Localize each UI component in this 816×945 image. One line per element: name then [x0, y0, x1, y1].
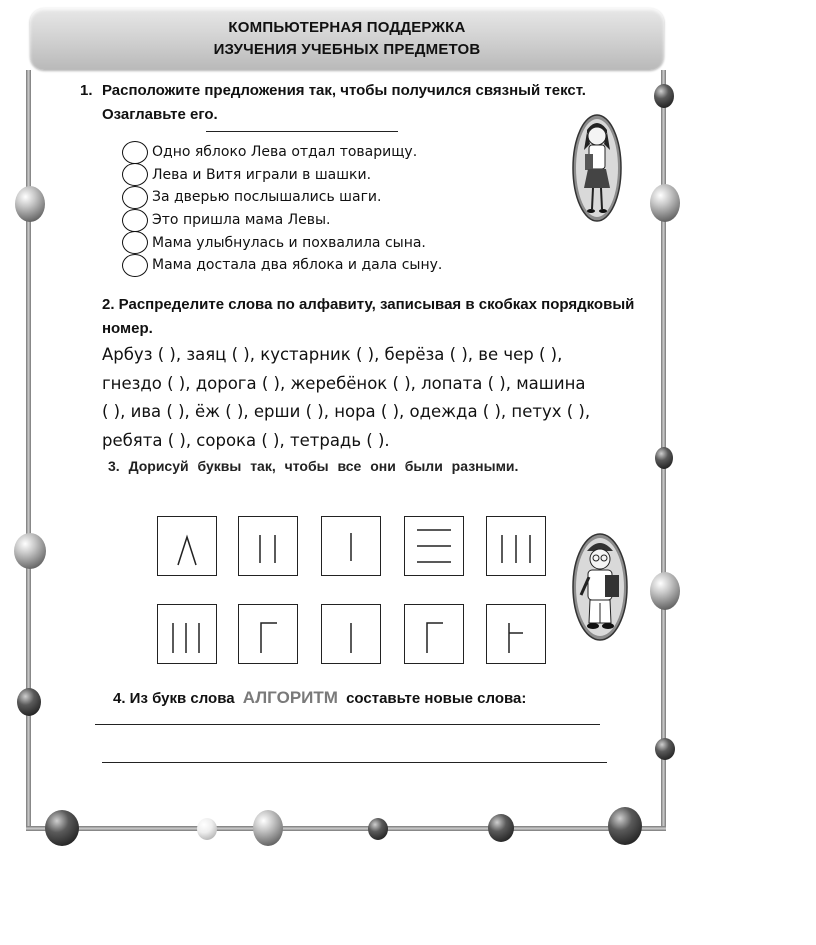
letter-box-one-vertical[interactable] — [321, 516, 381, 576]
sentence-text: Одно яблоко Лева отдал товарищу. — [152, 144, 418, 161]
bead-right-3 — [655, 447, 673, 469]
header-title-line1: КОМПЬЮТЕРНАЯ ПОДДЕРЖКА — [228, 19, 466, 36]
task2-title-line2: номер. — [102, 320, 153, 337]
bead-bottom-5 — [488, 814, 514, 842]
task3-title: 3. Дорисуй буквы так, чтобы все они были разными. — [108, 458, 519, 474]
task2-title-line1: 2. Распределите слова по алфавиту, записывая в скобках порядковый — [102, 296, 635, 313]
sentence-item — [122, 254, 502, 277]
frame-left-rail — [26, 70, 31, 830]
bead-bottom-2 — [197, 818, 217, 840]
bead-bottom-3 — [253, 810, 283, 846]
order-circle[interactable] — [122, 186, 148, 209]
three-verticals-icon — [487, 517, 545, 575]
bead-right-5 — [655, 738, 675, 760]
order-circle[interactable] — [122, 231, 148, 254]
task2-line: Арбуз ( ), заяц ( ), кустарник ( ), берёза ( ), ве чер ( ), — [102, 345, 563, 364]
task4-suffix: составьте новые слова: — [346, 690, 527, 707]
task2-word-list — [102, 341, 647, 455]
sentence-item — [122, 231, 502, 254]
vertical-with-tick-icon — [487, 605, 545, 663]
letter-box-one-vertical[interactable] — [321, 604, 381, 664]
sentence-item — [122, 164, 502, 187]
bead-left-2 — [14, 533, 46, 569]
lambda-shape-icon — [158, 517, 216, 575]
sentence-text: За дверью послышались шаги. — [152, 189, 382, 206]
letter-box-three-verticals[interactable] — [157, 604, 217, 664]
header-title-line2: ИЗУЧЕНИЯ УЧЕБНЫХ ПРЕДМЕТОВ — [213, 41, 481, 58]
frame-bottom-rail — [26, 826, 666, 831]
task1-title-line1: Расположите предложения так, чтобы получился связный текст. — [102, 82, 586, 99]
task4-word: АЛГОРИТМ — [242, 688, 338, 707]
sentence-item — [122, 209, 502, 232]
boy-illustration — [571, 533, 629, 641]
bead-bottom-6 — [608, 807, 642, 845]
two-verticals-icon — [239, 517, 297, 575]
sentence-item — [122, 141, 502, 164]
task4-title — [113, 688, 526, 708]
bead-left-3 — [17, 688, 41, 716]
sentence-text: Лева и Витя играли в шашки. — [152, 166, 372, 183]
letter-box-two-verticals[interactable] — [238, 516, 298, 576]
task4-prefix: 4. Из букв слова — [113, 690, 235, 707]
bead-left-1 — [15, 186, 45, 222]
task1-number: 1. — [80, 82, 93, 99]
girl-illustration — [572, 114, 622, 222]
letter-box-three-verticals[interactable] — [486, 516, 546, 576]
one-vertical-icon — [322, 517, 380, 575]
header-banner — [30, 8, 664, 70]
letter-box-vertical-tick[interactable] — [486, 604, 546, 664]
three-horizontals-icon — [405, 517, 463, 575]
task2-line: ( ), ива ( ), ёж ( ), ерши ( ), нора ( ), одежда ( ), петух ( ), — [102, 402, 591, 421]
sentence-text: Мама улыбнулась и похвалила сына. — [152, 234, 426, 251]
bead-right-1 — [654, 84, 674, 108]
task1-sentence-list — [122, 141, 502, 277]
one-vertical-icon — [322, 605, 380, 663]
task4-answer-line-1[interactable] — [95, 724, 600, 725]
order-circle[interactable] — [122, 254, 148, 277]
order-circle[interactable] — [122, 141, 148, 164]
task2-line: гнездо ( ), дорога ( ), жеребёнок ( ), лопата ( ), машина — [102, 373, 586, 393]
corner-shape-icon — [239, 605, 297, 663]
task4-answer-line-2[interactable] — [102, 762, 607, 763]
task1-title-blank[interactable] — [206, 131, 398, 132]
bead-right-4 — [650, 572, 680, 610]
letter-box-corner[interactable] — [404, 604, 464, 664]
sentence-item — [122, 186, 502, 209]
letter-box-three-horizontals[interactable] — [404, 516, 464, 576]
letter-box-lambda[interactable] — [157, 516, 217, 576]
order-circle[interactable] — [122, 163, 148, 186]
corner-shape-icon — [405, 605, 463, 663]
letter-box-corner[interactable] — [238, 604, 298, 664]
task2-line: ребята ( ), сорока ( ), тетрадь ( ). — [102, 430, 390, 450]
bead-bottom-1 — [45, 810, 79, 846]
sentence-text: Это пришла мама Левы. — [152, 212, 331, 229]
sentence-text: Мама достала два яблока и дала сыну. — [152, 257, 443, 274]
three-verticals-icon — [158, 605, 216, 663]
bead-bottom-4 — [368, 818, 388, 840]
task1-title-line2: Озаглавьте его. — [102, 106, 218, 123]
order-circle[interactable] — [122, 209, 148, 232]
bead-right-2 — [650, 184, 680, 222]
